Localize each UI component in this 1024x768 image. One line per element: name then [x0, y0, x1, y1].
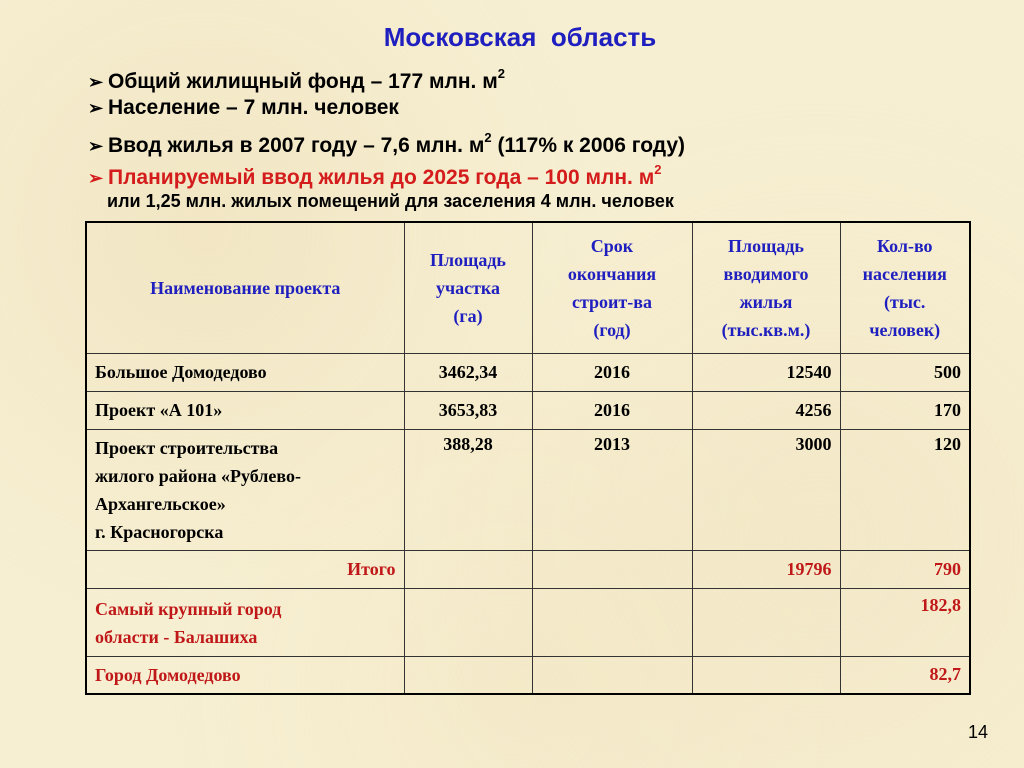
table-row — [86, 588, 970, 656]
arrow-bullet-icon: ➢ — [88, 136, 104, 156]
cell-year: 2016 — [532, 353, 692, 391]
bullet-text: Общий жилищный фонд – 177 млн. м — [108, 70, 498, 93]
cell-city-name: Самый крупный город области - Балашиха — [86, 588, 404, 656]
cell-empty — [404, 550, 532, 588]
cell-population: 120 — [840, 429, 970, 550]
table-row — [86, 391, 970, 429]
cell-empty — [532, 550, 692, 588]
header-population: Кол-во населения (тыс. человек) — [840, 222, 970, 353]
header-site-area: Площадь участка (га) — [404, 222, 532, 353]
bullet-sup: 2 — [497, 66, 505, 81]
cell-population: 170 — [840, 391, 970, 429]
cell-housing: 4256 — [692, 391, 840, 429]
bullet-text: Планируемый ввод жилья до 2025 года – 100 млн. м — [108, 166, 655, 189]
arrow-bullet-icon: ➢ — [88, 168, 104, 188]
cell-project-name: Проект строительства жилого района «Рублево- Архангельское» г. Красногорска — [86, 429, 404, 550]
cell-population: 82,7 — [840, 656, 970, 694]
bullet-housing-stock — [88, 60, 685, 92]
table-total-row — [86, 550, 970, 588]
cell-empty — [692, 588, 840, 656]
cell-area: 3653,83 — [404, 391, 532, 429]
cell-empty — [692, 656, 840, 694]
header-project-name: Наименование проекта — [86, 222, 404, 353]
header-housing-area: Площадь вводимого жилья (тыс.кв.м.) — [692, 222, 840, 353]
bullet-text: Население – 7 млн. человек — [108, 96, 399, 119]
cell-population: 500 — [840, 353, 970, 391]
table-row — [86, 656, 970, 694]
bullet-population — [88, 92, 685, 124]
bullet-text: Ввод жилья в 2007 году – 7,6 млн. м — [108, 134, 485, 157]
cell-total-housing: 19796 — [692, 550, 840, 588]
cell-year: 2016 — [532, 391, 692, 429]
cell-housing: 3000 — [692, 429, 840, 550]
cell-empty — [532, 588, 692, 656]
cell-empty — [404, 588, 532, 656]
header-completion-year: Срок окончания строит-ва (год) — [532, 222, 692, 353]
bullet-sup: 2 — [654, 162, 662, 177]
cell-total-label: Итого — [86, 550, 404, 588]
slide-title: Московская область — [383, 22, 657, 52]
bullet-planned-2025 — [88, 156, 685, 188]
cell-year: 2013 — [532, 429, 692, 550]
cell-empty — [532, 656, 692, 694]
table-header-row — [86, 222, 970, 353]
cell-total-population: 790 — [840, 550, 970, 588]
cell-city-name: Город Домодедово — [86, 656, 404, 694]
projects-table — [85, 221, 971, 695]
arrow-bullet-icon: ➢ — [88, 72, 104, 92]
cell-population: 182,8 — [840, 588, 970, 656]
bullet-list — [88, 60, 685, 188]
cell-project-name: Большое Домодедово — [86, 353, 404, 391]
arrow-bullet-icon: ➢ — [88, 98, 104, 118]
table-row — [86, 353, 970, 391]
cell-project-name: Проект «А 101» — [86, 391, 404, 429]
page-number: 14 — [968, 722, 989, 742]
cell-area: 388,28 — [404, 429, 532, 550]
bullet-housing-2007 — [88, 124, 685, 156]
cell-housing: 12540 — [692, 353, 840, 391]
bullet-subline: или 1,25 млн. жилых помещений для заселения 4 млн. человек — [107, 191, 674, 211]
table-row — [86, 429, 970, 550]
cell-area: 3462,34 — [404, 353, 532, 391]
bullet-sup: 2 — [484, 130, 492, 145]
bullet-tail: (117% к 2006 году) — [491, 134, 685, 157]
cell-empty — [404, 656, 532, 694]
